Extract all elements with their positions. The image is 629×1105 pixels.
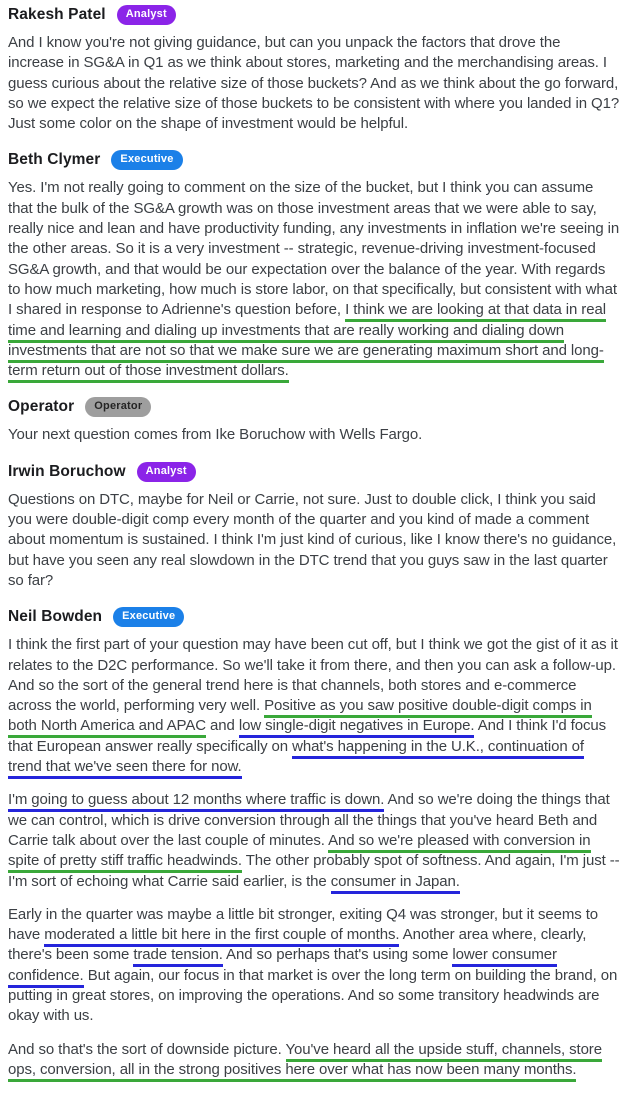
- transcript-text: And so perhaps that's using some: [222, 946, 453, 964]
- transcript-paragraph: [8, 1040, 620, 1081]
- speaker-role-badge: Operator: [85, 397, 151, 417]
- speaker-header: [8, 607, 620, 627]
- transcript: [8, 5, 620, 1080]
- transcript-text: Yes. I'm not really going to comment on the size of the bucket, but I think you can assume that the bulk of the SG&A growth was on those investment areas that we were able to say, really nice and lean and have productivity funding, any investments in inflation we're seeing in the other areas. So it is a very investment -- strategic, revenue-driving investment-focused SG&A growth, and that would be our expectation over the balance of the year. With regards to how much marketing, how much is store labor, on that specifically, but consistent with what I shared in response to Adrienne's question before,: [8, 179, 620, 319]
- speaker-block: [8, 150, 620, 381]
- sentiment-highlight-blue[interactable]: I'm going to guess about 12 months where traffic is down.: [8, 791, 384, 812]
- speaker-name: Neil Bowden: [8, 608, 103, 626]
- transcript-text: Another area where, clearly, there's been some: [8, 926, 587, 964]
- transcript-paragraph: [8, 905, 620, 1027]
- speaker-role-badge: Executive: [113, 607, 184, 627]
- transcript-text: And so we're doing the things that we can control, which is drive conversion through all the things that you've heard Beth and Carrie talk about over the last couple of minutes.: [8, 791, 610, 849]
- speaker-block: [8, 607, 620, 1080]
- sentiment-highlight-blue[interactable]: moderated a little bit here in the first couple of months.: [44, 926, 399, 947]
- speaker-header: [8, 150, 620, 170]
- sentiment-highlight-blue[interactable]: what's happening in the U.K., continuation of trend that we've seen there for now.: [8, 738, 584, 779]
- speaker-name: Operator: [8, 398, 75, 416]
- transcript-text: And I think I'd focus that European answer really specifically on: [8, 717, 607, 755]
- transcript-paragraph: [8, 490, 620, 591]
- transcript-text: Early in the quarter was maybe a little bit stronger, exiting Q4 was stronger, but it seems to have: [8, 905, 599, 944]
- transcript-text: But again, our focus in that market is over the long term on building the brand, on putting in great stores, on improving the operations. And so some transitory headwinds are okay with us.: [8, 966, 618, 1025]
- speaker-role-badge: Analyst: [117, 5, 176, 25]
- speaker-role-badge: Executive: [111, 150, 182, 170]
- speaker-block: [8, 462, 620, 591]
- speaker-name: Rakesh Patel: [8, 6, 106, 23]
- speaker-role-badge: Analyst: [137, 462, 196, 482]
- transcript-paragraph: [8, 425, 620, 445]
- sentiment-highlight-green[interactable]: Positive as you saw positive double-digit comps in both North America and APAC: [8, 697, 592, 738]
- speaker-header: [8, 462, 620, 482]
- transcript-text: And so that's the sort of downside picture.: [8, 1040, 286, 1058]
- sentiment-highlight-green[interactable]: And so we're pleased with conversion in spite of pretty stiff traffic headwinds.: [8, 832, 591, 873]
- sentiment-highlight-blue[interactable]: lower consumer confidence.: [8, 946, 557, 987]
- speaker-name: Beth Clymer: [8, 151, 101, 169]
- sentiment-highlight-blue[interactable]: consumer in Japan.: [331, 873, 460, 894]
- sentiment-highlight-blue[interactable]: low single-digit negatives in Europe.: [239, 717, 475, 738]
- transcript-text: I think the first part of your question may have been cut off, but I think we got the gist of it as it relates to the D2C performance. So we'll take it from there, and then you can ask a follow-up. And so the sort of the general trend here is that channels, both stores and e-commerce across the world, performing very well.: [8, 636, 618, 715]
- speaker-block: [8, 5, 620, 134]
- transcript-paragraph: [8, 33, 620, 134]
- transcript-paragraph: [8, 178, 620, 381]
- sentiment-highlight-green[interactable]: I think we are looking at that data in real time and learning and dialing up investments that are really working and dialing down investments that are not so that we make sure we are generating maximum short and long-term return out of those investment dollars.: [8, 301, 606, 383]
- transcript-paragraph: [8, 635, 620, 777]
- transcript-text: Your next question comes from Ike Boruchow with Wells Fargo.: [8, 426, 423, 444]
- transcript-text: The other probably spot of softness. And again, I'm just -- I'm sort of echoing what Carrie said earlier, is the: [8, 852, 620, 890]
- sentiment-highlight-green[interactable]: You've heard all the upside stuff, channels, store ops, conversion, all in the strong positives here over what has now been many months.: [8, 1041, 602, 1082]
- transcript-paragraph: [8, 790, 620, 891]
- transcript-text: and: [205, 717, 239, 735]
- speaker-header: [8, 397, 620, 417]
- speaker-name: Irwin Boruchow: [8, 462, 126, 480]
- speaker-header: [8, 5, 620, 25]
- sentiment-highlight-blue[interactable]: trade tension.: [133, 946, 223, 967]
- transcript-text: And I know you're not giving guidance, but can you unpack the factors that drove the increase in SG&A in Q1 as we think about stores, marketing and the merchandising areas. I guess curious about the relative size of those buckets? And as we think about the go forward, so we expect the relative size of those buckets to be consistent with where you landed in Q1? Just some color on the shape of investment would be helpful.: [8, 34, 620, 133]
- transcript-text: Questions on DTC, maybe for Neil or Carrie, not sure. Just to double click, I think you said you were double-digit comp every month of the quarter and you kind of made a comment about momentum is sustained. I think I'm just kind of curious, like I know there's no guidance, but have you seen any real slowdown in the DTC trend that you guys saw in the last quarter so far?: [8, 490, 617, 589]
- speaker-block: [8, 397, 620, 445]
